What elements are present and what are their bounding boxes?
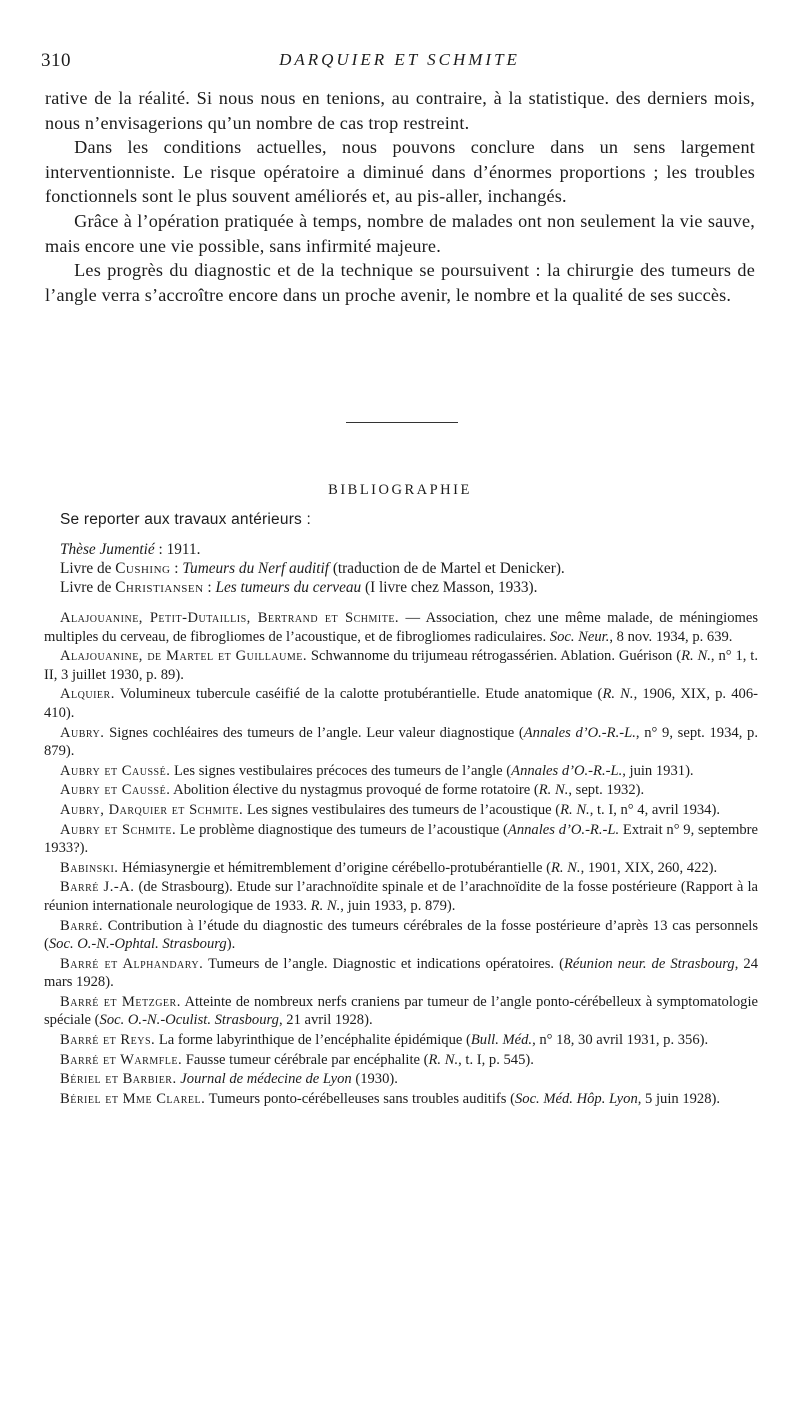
reference-entry — [44, 955, 758, 992]
reference-authors: Alquier. — [60, 686, 115, 703]
reference-details: , 1901, XIX, 260, 422). — [580, 859, 718, 876]
reference-entry — [44, 801, 758, 820]
reference-source: R. N. — [550, 859, 581, 876]
reference-entry — [44, 647, 758, 684]
reference-entry — [44, 1051, 758, 1070]
reference-authors: Bériel et Barbier. — [60, 1071, 177, 1088]
work-prefix: Livre de — [60, 559, 116, 577]
reference-authors: Barré. — [60, 917, 104, 934]
reference-details: , 24 mars 1928). — [44, 955, 759, 991]
reference-entry — [44, 1090, 758, 1109]
reference-text: Volumineux tubercule caséifié de la calotte protubérantielle. Etude anatomique ( — [114, 686, 603, 703]
reference-text: Hémiasynergie et hémitremblement d’origine cérébello-protubérantielle ( — [118, 859, 551, 876]
reference-source: Annales d’O.-R.-L. — [511, 762, 623, 779]
reference-source: Annales d’O.-R.-L. — [507, 821, 620, 838]
paragraph: Les progrès du diagnostic et de la technique se poursuivent : la chirurgie des tumeurs de l’angle verra s’accroître encore dans un proche avenir, le nombre et la qualité de ses succès. — [45, 260, 755, 305]
reference-details: , n° 9, sept. 1934, p. 879). — [44, 724, 758, 760]
running-title: DARQUIER ET SCHMITE — [279, 50, 520, 69]
reference-source: Soc. O.-N.-Oculist. Strasbourg — [99, 1012, 279, 1029]
reference-authors: Barré et Alphandary. — [60, 955, 204, 972]
reference-text: La forme labyrinthique de l’encéphalite épidémique ( — [155, 1032, 471, 1049]
reference-source: R. N. — [310, 897, 341, 914]
reference-details: (1930). — [351, 1071, 398, 1088]
reference-source: Soc. O.-N.-Ophtal. Strasbourg — [48, 936, 227, 953]
reference-text: Schwannome du trijumeau rétrogassérien. Ablation. Guérison ( — [307, 648, 682, 665]
reference-source: Réunion neur. de Strasbourg — [563, 955, 735, 972]
reference-authors: Aubry et Caussé. — [60, 782, 171, 799]
reference-list — [44, 609, 758, 1109]
reference-details: , 1906, XIX, p. 406-410). — [44, 686, 759, 721]
bibliography-title: BIBLIOGRAPHIE — [328, 482, 472, 498]
reference-authors: Barré et Warmfle. — [60, 1051, 183, 1068]
reference-authors: Barré et Metzger. — [60, 993, 181, 1010]
reference-entry — [44, 609, 758, 646]
paragraph: Grâce à l’opération pratiquée à temps, nombre de malades ont non seulement la vie sauve, mais encore une vie possible, sans infirmité majeure. — [45, 210, 755, 256]
reference-text: Tumeurs ponto-cérébelleuses sans troubles auditifs ( — [205, 1090, 515, 1107]
work-author: Christiansen — [115, 578, 204, 596]
reference-source: R. N. — [538, 782, 569, 799]
reference-details: , juin 1931). — [622, 762, 694, 779]
reference-authors: Barré J.-A. — [60, 879, 135, 896]
reference-text: Fausse tumeur cérébrale par encéphalite ( — [182, 1051, 429, 1068]
reference-details: , 5 juin 1928). — [637, 1090, 721, 1107]
reference-authors: Aubry, Darquier et Schmite. — [60, 801, 244, 818]
body-text — [45, 86, 755, 307]
reference-source: Journal de médecine de Lyon — [180, 1071, 352, 1088]
reference-details: Extrait n° 9, septembre 1933?). — [44, 821, 759, 857]
reference-text: Signes cochléaires des tumeurs de l’angle. Leur valeur diagnostique ( — [104, 724, 524, 741]
reference-authors: Barré et Reys. — [60, 1032, 156, 1049]
bibliography-intro: Se reporter aux travaux antérieurs : — [60, 511, 312, 528]
reference-entry — [44, 821, 758, 858]
reference-source: Soc. Neur. — [549, 628, 610, 645]
reference-text: Tumeurs de l’angle. Diagnostic et indications opératoires. ( — [203, 955, 564, 972]
prior-works-list — [60, 541, 758, 597]
work-details: (traduction de de Martel et Denicker). — [329, 559, 565, 577]
page-number: 310 — [41, 50, 71, 71]
work-prefix: Livre de — [60, 578, 116, 596]
reference-details: , n° 18, 30 avril 1931, p. 356). — [532, 1032, 709, 1049]
reference-entry — [44, 1070, 758, 1089]
reference-source: R. N. — [428, 1051, 459, 1068]
reference-text: Atteinte de nombreux nerfs craniens par tumeur de l’angle ponto-cérébelleux à symptomatologie spéciale ( — [44, 993, 758, 1029]
work-author: Cushing — [115, 559, 171, 577]
reference-entry — [44, 878, 758, 915]
prior-work: Livre de Christiansen : Les tumeurs du cerveau (I livre chez Masson, 1933). — [60, 578, 538, 596]
prior-work — [60, 541, 758, 560]
reference-entry — [44, 685, 758, 722]
work-title: Les tumeurs du cerveau — [215, 578, 362, 596]
reference-text: (de Strasbourg). Etude sur l’arachnoïdite spinale et de l’arachnoïdite de la fosse postérieure (Rapport à la réunion internationale neurologique de 1933. — [44, 879, 758, 914]
reference-text: — Association, chez une même malade, de méningiomes multiples du cerveau, de fibrogliomes de l’acoustique, et de fibrogliomes radiculaires. — [44, 610, 758, 645]
reference-details: , 8 nov. 1934, p. 639. — [609, 628, 733, 645]
prior-work: Livre de Cushing : Tumeurs du Nerf auditif (traduction de de Martel et Denicker). — [60, 559, 565, 577]
work-title: Thèse Jumentié — [60, 541, 155, 558]
reference-details: , t. I, n° 4, avril 1934). — [589, 801, 720, 818]
paragraph: Dans les conditions actuelles, nous pouvons conclure dans un sens largement interventionniste. Le risque opératoire a diminué dans d’énormes proportions ; les troubles fonctionnels sont le plus souvent améliorés et, au pis-aller, inchangés. — [45, 137, 755, 207]
reference-source: R. N. — [560, 801, 590, 818]
work-details: (I livre chez Masson, 1933). — [361, 578, 538, 596]
reference-source: Soc. Méd. Hôp. Lyon — [514, 1090, 638, 1107]
reference-details: ). — [226, 936, 236, 953]
reference-entry — [44, 917, 758, 954]
reference-source: Annales d’O.-R.-L. — [523, 724, 636, 741]
reference-details: , 21 avril 1928). — [278, 1012, 373, 1029]
work-details: : 1911. — [154, 541, 201, 558]
reference-details: , t. I, p. 545). — [458, 1051, 534, 1068]
reference-authors: Alajouanine, Petit-Dutaillis, Bertrand et Schmite. — [60, 610, 400, 626]
reference-entry — [44, 1031, 758, 1050]
reference-details: , juin 1933, p. 879). — [340, 897, 456, 914]
reference-entry — [44, 724, 758, 761]
reference-authors: Aubry. — [60, 724, 105, 741]
paragraph: rative de la réalité. Si nous nous en tenions, au contraire, à la statistique. des derniers mois, nous n’envisagerions qu’un nombre de cas trop restreint. — [45, 88, 755, 133]
reference-authors: Aubry et Caussé. — [60, 762, 171, 779]
reference-text: Les signes vestibulaires précoces des tumeurs de l’angle ( — [170, 762, 512, 779]
work-title: Tumeurs du Nerf auditif — [182, 559, 330, 577]
reference-entry — [44, 762, 758, 781]
reference-authors: Alajouanine, de Martel et Guillaume. — [60, 648, 308, 665]
reference-text: Abolition élective du nystagmus provoqué de forme rotatoire ( — [170, 782, 539, 799]
reference-source: R. N. — [681, 648, 711, 665]
reference-authors: Babinski. — [60, 859, 119, 876]
reference-details: , sept. 1932). — [568, 782, 645, 799]
reference-source: R. N. — [602, 686, 634, 703]
reference-text: Les signes vestibulaires des tumeurs de l’acoustique ( — [243, 801, 561, 818]
reference-authors: Bériel et Mme Clarel. — [60, 1090, 206, 1107]
reference-entry — [44, 859, 758, 878]
reference-details: , n° 1, t. II, 3 juillet 1930, p. 89). — [44, 648, 758, 683]
reference-text: Contribution à l’étude du diagnostic des tumeurs cérébrales de la fosse postérieure d’après 13 cas personnels ( — [44, 917, 758, 953]
section-divider — [346, 422, 458, 423]
reference-authors: Aubry et Schmite. — [60, 821, 177, 838]
page-header — [41, 50, 758, 76]
reference-text: Le problème diagnostique des tumeurs de l’acoustique ( — [176, 821, 508, 838]
reference-entry — [44, 781, 758, 800]
reference-entry — [44, 993, 758, 1030]
reference-source: Bull. Méd. — [470, 1032, 533, 1049]
